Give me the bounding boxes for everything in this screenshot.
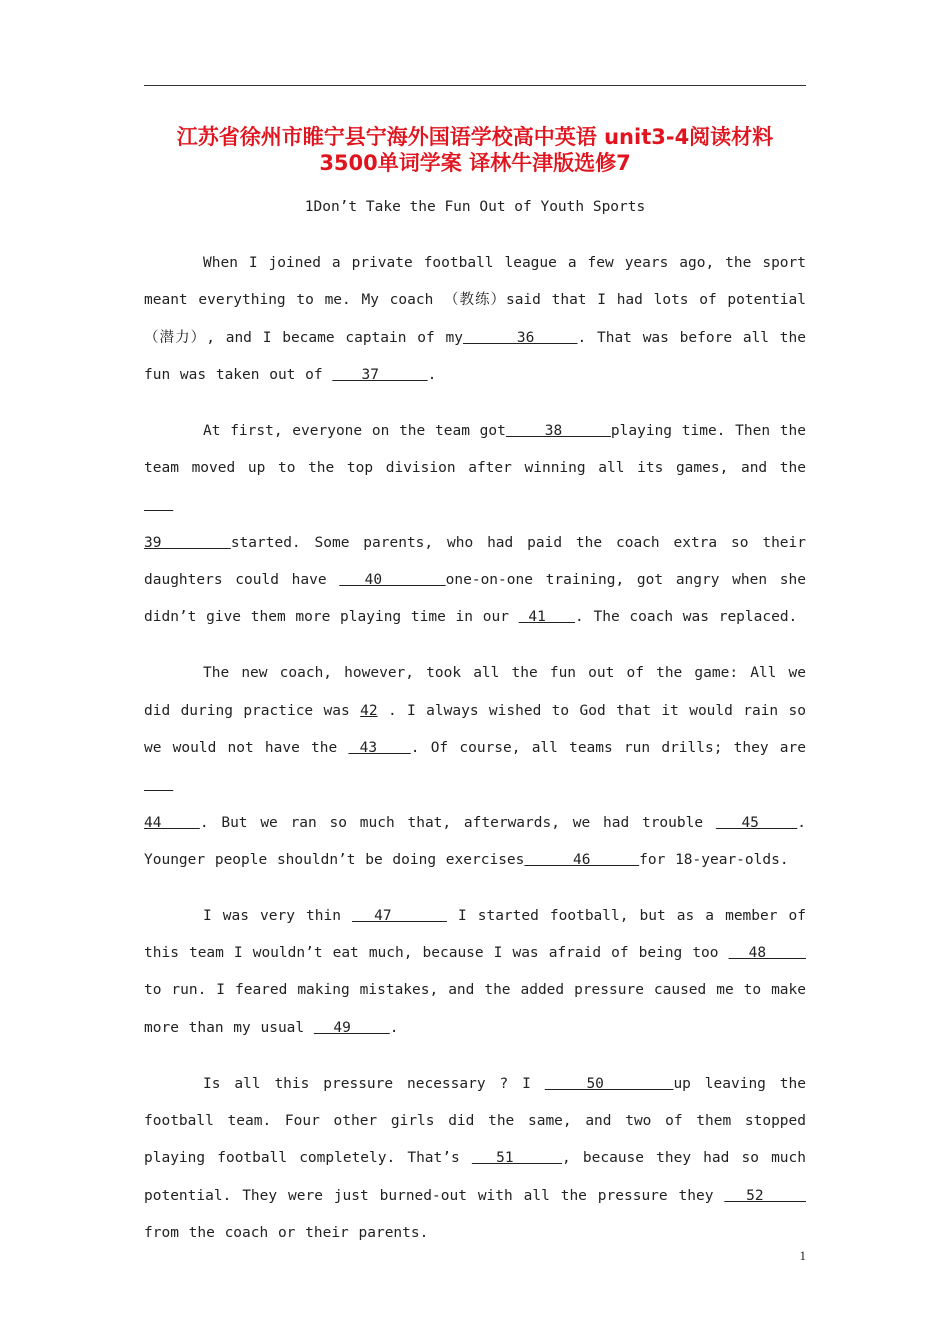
- document-title-line-1: 江苏省徐州市睢宁县宁海外国语学校高中英语 unit3-4阅读材料: [176, 125, 774, 149]
- text-run: . Younger people shouldn’t be doing exercises: [144, 814, 807, 868]
- text-run: . I always wished to God that it would rain so we would not have the: [144, 702, 806, 756]
- blank-41: 41: [518, 609, 576, 626]
- blank-42: 42: [360, 702, 378, 719]
- text-run: Is all this pressure necessary ? I: [203, 1075, 545, 1092]
- text-run: for 18-year-olds.: [639, 851, 789, 868]
- document-title-line-2: 3500单词学案 译林牛津版选修7: [319, 151, 631, 175]
- text-run: started. Some parents, who had paid the coach extra so their daughters could have: [144, 534, 806, 589]
- blank-51: 51: [471, 1150, 563, 1167]
- passage-title: 1Don’t Take the Fun Out of Youth Sports: [304, 199, 646, 215]
- text-run: At first, everyone on the team got: [203, 422, 506, 439]
- text-run: . The coach was replaced.: [575, 609, 798, 626]
- blank-39: 39: [144, 534, 162, 551]
- blank-50: 50: [544, 1075, 674, 1092]
- blank-36: 36: [462, 329, 578, 346]
- text-run: from the coach or their parents.: [144, 1224, 429, 1241]
- text-run: .: [389, 1019, 399, 1036]
- blank-43: 43: [348, 739, 411, 756]
- paragraph-3: [144, 655, 806, 879]
- blank-52: 52: [724, 1187, 806, 1204]
- text-run: , because they had so much potential. They were just burned-out with all the pressure they: [144, 1150, 806, 1204]
- paragraph-1: [144, 245, 806, 394]
- text-run: up leaving the football team. Four other girls did the same, and two of them stopped playing football completely. That’s: [144, 1075, 806, 1167]
- blank-49: 49: [313, 1019, 390, 1036]
- paragraph-2: [144, 413, 806, 637]
- blank-38: 38: [505, 422, 611, 439]
- paragraph-4: [144, 898, 806, 1047]
- text-run: playing time. Then the team moved up to the top division after winning all its games, and the: [144, 422, 806, 477]
- blank-44: 44: [144, 814, 162, 831]
- text-run: I was very thin: [203, 907, 352, 924]
- text-run: When I joined a private football league a few years ago, the sport meant everything to me. My coach （教练）said that I had lots of potential （潜力）, and I became captain of my: [144, 255, 806, 346]
- text-run: one-on-one training, got angry when she didn’t give them more playing time in our: [144, 572, 806, 626]
- page-number: 1: [799, 1248, 806, 1263]
- text-run: .: [427, 366, 437, 383]
- blank-48: 48: [728, 945, 807, 962]
- text-run: . Of course, all teams run drills; they are: [410, 739, 806, 756]
- text-run: . But we ran so much that, afterwards, we had trouble: [199, 814, 716, 831]
- text-run: I started football, but as a member of this team I wouldn’t eat much, because I was afraid of being too: [144, 907, 806, 962]
- passage-body: [144, 245, 806, 1271]
- text-run: . That was before all the fun was taken out of: [144, 329, 806, 383]
- blank-37: 37: [332, 366, 428, 383]
- paragraph-5: [144, 1066, 806, 1252]
- text-run: to run. I feared making mistakes, and the added pressure caused me to make more than my usual: [144, 982, 806, 1036]
- blank-40: 40: [339, 572, 446, 589]
- blank-46: 46: [524, 851, 640, 868]
- blank-47: 47: [352, 907, 447, 924]
- header-rule: [144, 85, 806, 86]
- blank-45: 45: [715, 814, 798, 831]
- text-run: The new coach, however, took all the fun out of the game: All we did during practice was: [144, 665, 806, 719]
